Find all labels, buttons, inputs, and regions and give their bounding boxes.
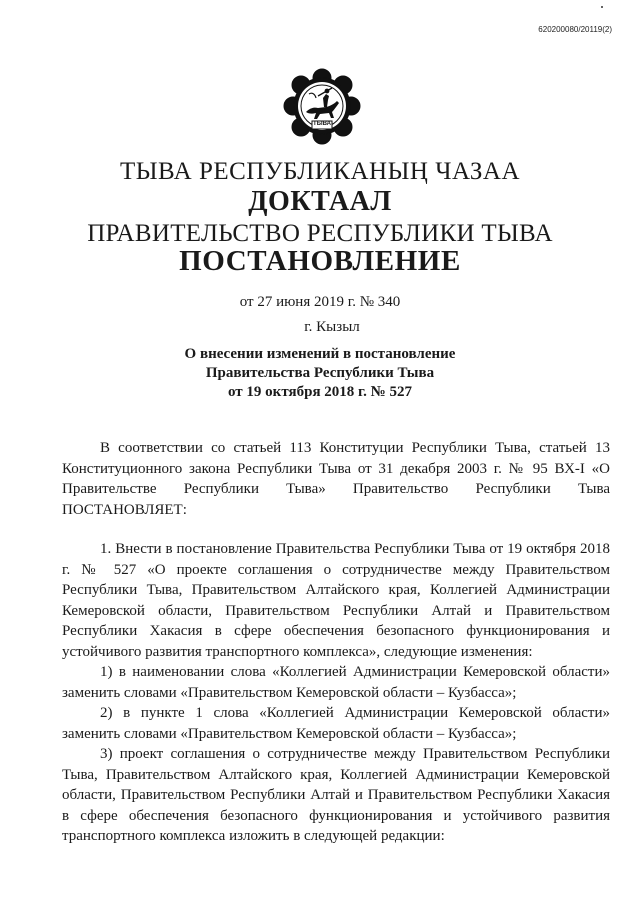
scan-speck <box>601 6 603 8</box>
subject-line: Правительства Республики Тыва <box>205 365 435 381</box>
subject-line: от 19 октября 2018 г. № 527 <box>228 384 412 400</box>
document-id: 620200080/20119(2) <box>538 25 612 34</box>
russian-document-type: ПОСТАНОВЛЕНИЕ <box>179 245 461 277</box>
date-number-line: от 27 июня 2019 г. № 340 <box>239 294 401 310</box>
tuvan-document-type: ДОКТААЛ <box>248 186 392 217</box>
subclause-paragraph: 2) в пункте 1 слова «Коллегией Администрации Кемеровской области» заменить словами «Правительством Кемеровской области – Кузбасса»; <box>62 705 610 742</box>
subclause-paragraph: 1) в наименовании слова «Коллегией Администрации Кемеровской области» заменить словами «Правительством Кемеровской области – Кузбасса»; <box>62 664 610 701</box>
document-body <box>62 438 610 847</box>
document-subject <box>0 345 640 402</box>
subject-line: О внесении изменений в постановление <box>184 346 456 362</box>
coat-of-arms-emblem <box>282 68 362 148</box>
subclause-paragraph: 3) проект соглашения о сотрудничестве между Правительством Республики Тыва, Правительством Алтайского края, Коллегией Администрации Кемеровской области, Правительством Республики Алтай и Правительством Республики Хакасия в сфере обеспечения безопасного функционирования и устойчивого развития транспортного комплекса изложить в следующей редакции: <box>62 746 610 844</box>
emblem-label: ТЫВА <box>313 121 331 127</box>
russian-government-title: ПРАВИТЕЛЬСТВО РЕСПУБЛИКИ ТЫВА <box>87 220 553 247</box>
city-line: г. Кызыл <box>304 319 360 335</box>
tuvan-government-title: ТЫВА РЕСПУБЛИКАНЫҢ ЧАЗАА <box>119 158 521 185</box>
preamble-paragraph: В соответствии со статьей 113 Конституции Республики Тыва, статьей 13 Конституционного закона Республики Тыва от 31 декабря 2003 г. № 95 ВХ-I «О Правительстве Республики Тыва» Правительство Республики Тыва ПОСТАНОВЛЯЕТ: <box>62 440 610 518</box>
clause-paragraph: 1. Внести в постановление Правительства Республики Тыва от 19 октября 2018 г. № 527 «О проекте соглашения о сотрудничестве между Правительством Республики Тыва, Правительством Алтайского края, Коллегией Администрации Кемеровской области, Правительством Республики Алтай и Правительством Республики Хакасия в сфере обеспечения безопасного функционирования и устойчивого развития транспортного комплекса», следующие изменения: <box>62 541 610 660</box>
